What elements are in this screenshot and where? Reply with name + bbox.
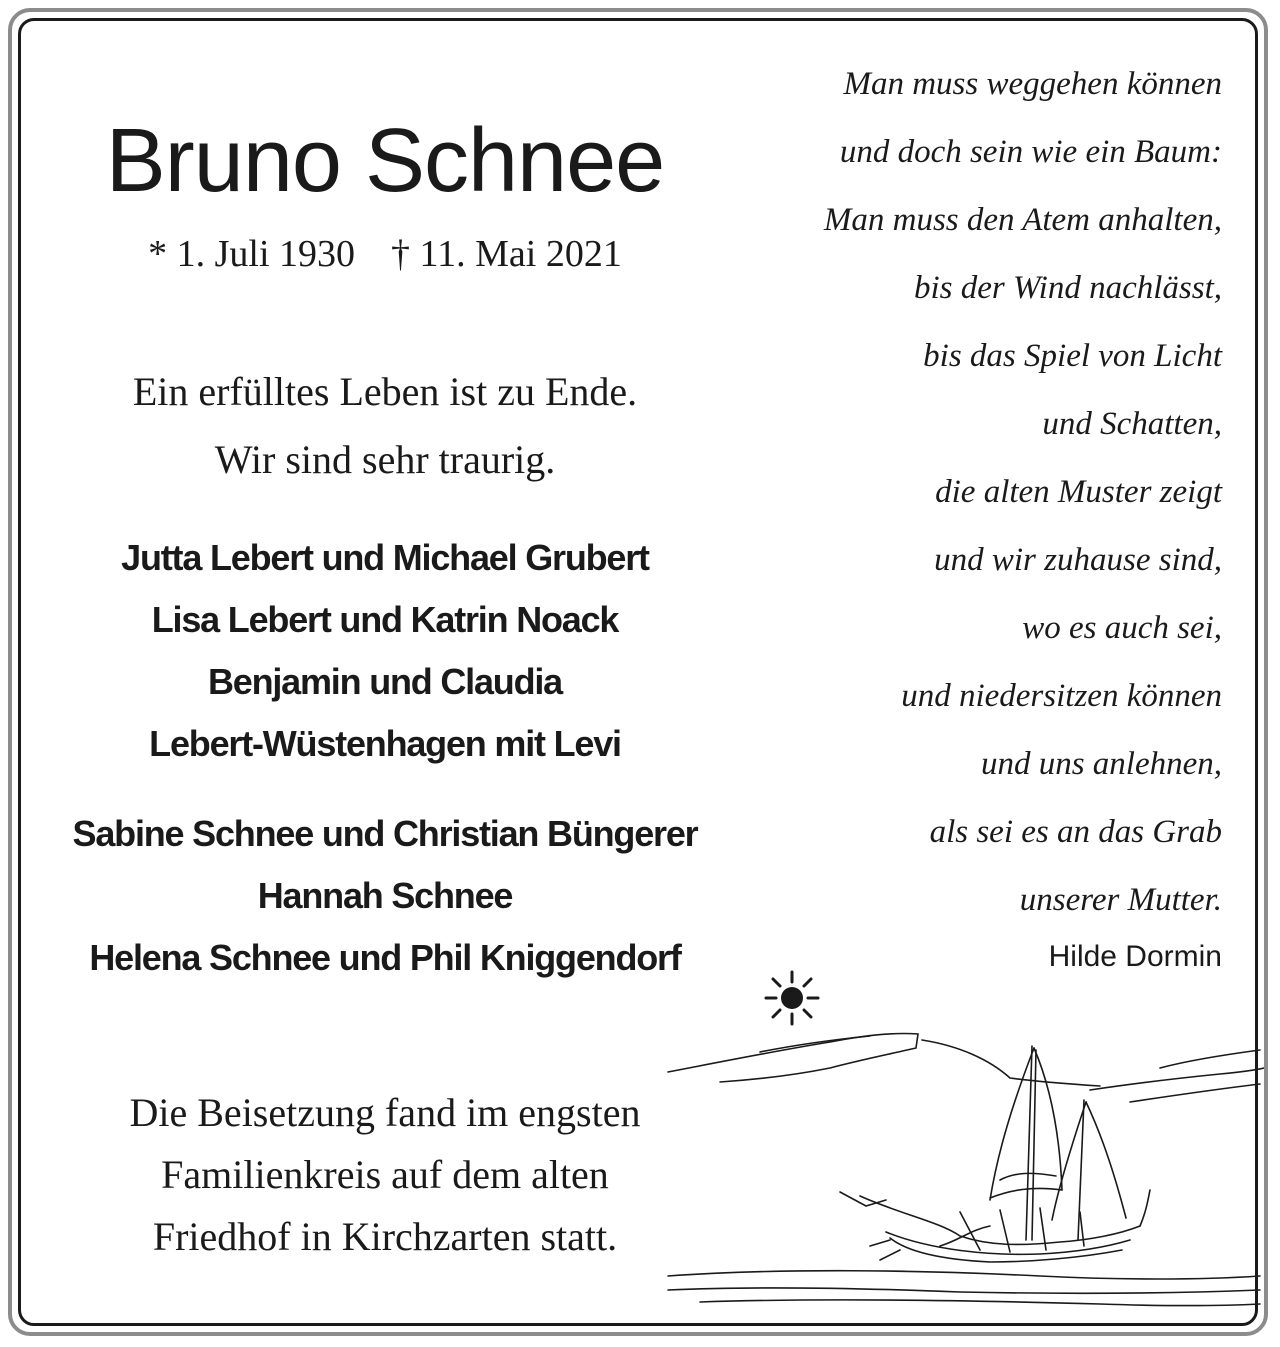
- poem-line: Man muss den Atem anhalten,: [823, 202, 1222, 238]
- poem-author: Hilde Dormin: [1048, 940, 1222, 973]
- mourner-line: Lisa Lebert und Katrin Noack: [151, 599, 619, 640]
- funeral-line: Familienkreis auf dem alten: [161, 1152, 609, 1197]
- mourner-line: Sabine Schnee und Christian Büngerer: [72, 813, 698, 854]
- funeral-line: Friedhof in Kirchzarten statt.: [152, 1214, 618, 1259]
- poem-line: die alten Muster zeigt: [935, 474, 1222, 510]
- poem-line: Man muss weggehen können: [843, 66, 1222, 102]
- poem-line: und wir zuhause sind,: [934, 542, 1222, 578]
- poem-line: unserer Mutter.: [1019, 882, 1222, 918]
- poem-line: und uns anlehnen,: [980, 746, 1222, 782]
- sailboat-sketch-icon: [660, 950, 1264, 1330]
- poem-line: bis der Wind nachlässt,: [913, 270, 1222, 306]
- mourner-line: Hannah Schnee: [257, 875, 513, 916]
- family-group-2: [40, 803, 730, 989]
- birth-date: * 1. Juli 1930: [148, 233, 356, 275]
- deceased-name: Bruno Schnee: [105, 111, 665, 211]
- funeral-line: Die Beisetzung fand im engsten: [129, 1090, 641, 1135]
- poem-line: wo es auch sei,: [1022, 610, 1222, 646]
- mourner-line: Benjamin und Claudia: [207, 661, 563, 702]
- death-date: † 11. Mai 2021: [391, 233, 622, 275]
- poem-line: und niedersitzen können: [901, 678, 1222, 714]
- mourner-line: Jutta Lebert und Michael Grubert: [121, 537, 649, 578]
- intro-line: Wir sind sehr traurig.: [214, 437, 556, 482]
- intro-line: Ein erfülltes Leben ist zu Ende.: [132, 369, 638, 414]
- intro-text: [40, 358, 730, 494]
- life-dates: [40, 232, 730, 278]
- poem-line: als sei es an das Grab: [929, 814, 1222, 850]
- poem-line: und doch sein wie ein Baum:: [839, 134, 1222, 170]
- poem-line: bis das Spiel von Licht: [923, 338, 1222, 374]
- poem: [702, 50, 1222, 934]
- mourner-line: Helena Schnee und Phil Kniggendorf: [89, 937, 681, 978]
- mourner-line: Lebert-Wüstenhagen mit Levi: [149, 723, 621, 764]
- family-group-1: [40, 527, 730, 775]
- poem-line: und Schatten,: [1042, 406, 1222, 442]
- funeral-note: [40, 1082, 730, 1268]
